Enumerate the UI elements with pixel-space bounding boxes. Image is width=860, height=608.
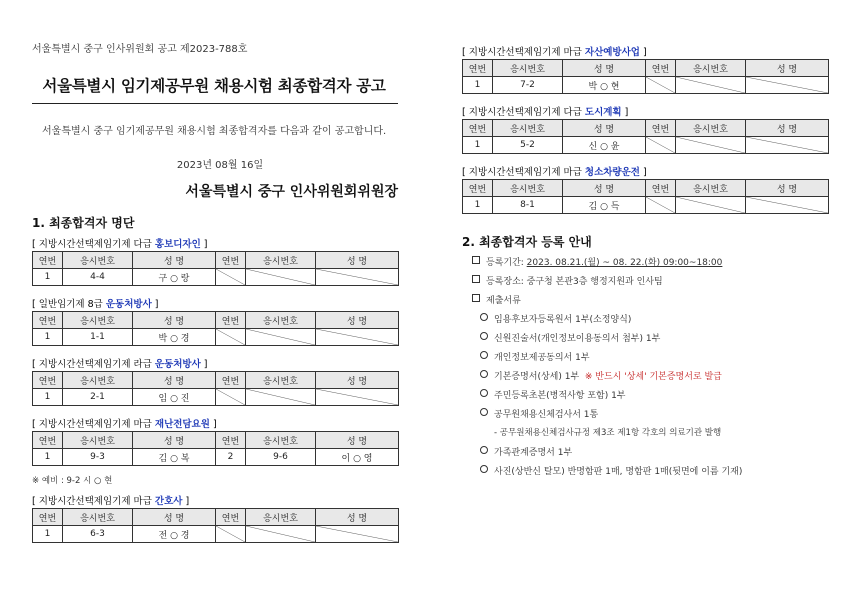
circle-bullet-icon	[480, 446, 488, 454]
cell-col-number: 1	[463, 77, 493, 94]
table-title	[462, 164, 647, 178]
table-title	[32, 416, 217, 430]
header-col-name: 성 명	[746, 120, 829, 137]
table-title	[462, 44, 647, 58]
header-col-exam-number: 응시번호	[63, 312, 133, 329]
table-title-highlight: 간호사	[154, 496, 183, 507]
header-col-name: 성 명	[133, 252, 216, 269]
table-header-row	[33, 372, 399, 389]
empty-cell-slash	[646, 137, 676, 154]
notice-number: 서울특별시 중구 인사위원회 공고 제2023-788호	[32, 44, 248, 55]
basic-cert-note: ※ 반드시 '상세' 기본증명서로 발급	[584, 372, 722, 382]
header-col-number: 연번	[33, 312, 63, 329]
header-col-number: 연번	[33, 432, 63, 449]
table-title-highlight: 운동처방사	[105, 299, 152, 310]
header-col-name: 성 명	[746, 60, 829, 77]
result-table	[32, 371, 399, 406]
header-col-name: 성 명	[316, 252, 399, 269]
table-title-highlight: 운동처방사	[154, 359, 201, 370]
cell-col-exam-number: 6-3	[63, 526, 133, 543]
table-title-highlight: 홍보디자인	[154, 239, 201, 250]
table-title-suffix: ]	[200, 239, 208, 250]
empty-cell-slash	[246, 269, 316, 286]
cell-col-exam-number: 9-6	[246, 449, 316, 466]
header-col-number: 연번	[216, 509, 246, 526]
section1-heading: 1. 최종합격자 명단	[32, 216, 135, 230]
table-header-row	[33, 252, 399, 269]
cell-col-number: 1	[463, 197, 493, 214]
table-header-row	[463, 60, 829, 77]
circle-bullet-icon	[480, 351, 488, 359]
empty-cell-slash	[216, 389, 246, 406]
docs-label: 제출서류	[486, 296, 521, 306]
table-header-row	[33, 432, 399, 449]
header-col-number: 연번	[33, 372, 63, 389]
header-col-number: 연번	[646, 120, 676, 137]
empty-cell-slash	[676, 197, 746, 214]
table-title-prefix: [ 지방시간선택제임기제 라급	[32, 359, 155, 370]
header-col-exam-number: 응시번호	[246, 509, 316, 526]
table-title-highlight: 자산예방사업	[584, 47, 640, 58]
empty-cell-slash	[646, 77, 676, 94]
table-row	[33, 329, 399, 346]
table-header-row	[33, 509, 399, 526]
header-col-exam-number: 응시번호	[493, 120, 563, 137]
table-title-prefix: [ 지방시간선택제임기제 다급	[462, 107, 585, 118]
cell-col-number: 1	[33, 389, 63, 406]
cell-col-name: 김 ○ 복	[133, 449, 216, 466]
header-col-exam-number: 응시번호	[493, 180, 563, 197]
header-col-number: 연번	[216, 432, 246, 449]
doc-item	[480, 388, 626, 401]
header-col-number: 연번	[216, 312, 246, 329]
header-col-exam-number: 응시번호	[676, 180, 746, 197]
cell-col-name: 박 ○ 현	[563, 77, 646, 94]
table-title-suffix: ]	[621, 107, 629, 118]
empty-cell-slash	[216, 526, 246, 543]
header-col-name: 성 명	[133, 312, 216, 329]
medical-note: - 공무원채용신체검사규정 제3조 제1항 각호의 의료기관 발행	[494, 428, 722, 438]
header-col-exam-number: 응시번호	[246, 252, 316, 269]
place-text: 등록장소: 중구청 본관3층 행정지원과 인사팀	[486, 277, 663, 287]
table-title-suffix: ]	[200, 359, 208, 370]
cell-col-number: 2	[216, 449, 246, 466]
header-col-exam-number: 응시번호	[676, 120, 746, 137]
square-bullet-icon	[472, 256, 480, 264]
signer: 서울특별시 중구 인사위원회위원장	[185, 184, 398, 200]
table-title-suffix: ]	[639, 47, 647, 58]
result-table	[32, 508, 399, 543]
cell-col-name: 임 ○ 진	[133, 389, 216, 406]
cell-col-exam-number: 8-1	[493, 197, 563, 214]
cell-col-name: 신 ○ 윤	[563, 137, 646, 154]
result-table	[462, 119, 829, 154]
doc-item-text: 공무원채용신체검사서 1통	[494, 410, 599, 420]
square-bullet-icon	[472, 294, 480, 302]
header-col-name: 성 명	[563, 180, 646, 197]
header-col-number: 연번	[463, 180, 493, 197]
header-col-name: 성 명	[746, 180, 829, 197]
table-title-highlight: 재난전담요원	[154, 419, 210, 430]
table-header-row	[463, 180, 829, 197]
empty-cell-slash	[216, 329, 246, 346]
header-col-exam-number: 응시번호	[493, 60, 563, 77]
header-col-number: 연번	[463, 120, 493, 137]
table-row	[463, 137, 829, 154]
result-table	[32, 251, 399, 286]
circle-bullet-icon	[480, 332, 488, 340]
cell-col-exam-number: 4-4	[63, 269, 133, 286]
cell-col-exam-number: 7-2	[493, 77, 563, 94]
empty-cell-slash	[646, 197, 676, 214]
header-col-name: 성 명	[563, 120, 646, 137]
cell-col-number: 1	[33, 329, 63, 346]
cell-col-name: 구 ○ 랑	[133, 269, 216, 286]
table-title-suffix: ]	[151, 299, 159, 310]
cell-col-exam-number: 1-1	[63, 329, 133, 346]
header-col-exam-number: 응시번호	[246, 432, 316, 449]
cell-col-name: 박 ○ 경	[133, 329, 216, 346]
header-col-name: 성 명	[316, 509, 399, 526]
header-col-name: 성 명	[133, 432, 216, 449]
result-table	[32, 431, 399, 466]
document-title: 서울특별시 임기제공무원 채용시험 최종합격자 공고	[42, 77, 386, 95]
table-header-row	[33, 312, 399, 329]
header-col-exam-number: 응시번호	[63, 509, 133, 526]
doc-item	[480, 350, 590, 363]
empty-cell-slash	[676, 77, 746, 94]
table-title-suffix: ]	[182, 496, 190, 507]
table-title-prefix: [ 지방시간선택제임기제 마급	[32, 496, 155, 507]
table-title-highlight: 청소차량운전	[584, 167, 640, 178]
cell-col-exam-number: 5-2	[493, 137, 563, 154]
doc-item	[480, 407, 598, 420]
table-title	[462, 104, 628, 118]
header-col-exam-number: 응시번호	[63, 372, 133, 389]
table-title-prefix: [ 일반임기제 8급	[32, 299, 106, 310]
result-table	[462, 179, 829, 214]
circle-bullet-icon	[480, 313, 488, 321]
cell-col-number: 1	[33, 526, 63, 543]
header-col-exam-number: 응시번호	[676, 60, 746, 77]
empty-cell-slash	[316, 329, 399, 346]
cell-col-number: 1	[463, 137, 493, 154]
header-col-name: 성 명	[316, 372, 399, 389]
table-title-prefix: [ 지방시간선택제임기제 마급	[462, 47, 585, 58]
circle-bullet-icon	[480, 389, 488, 397]
table-title-prefix: [ 지방시간선택제임기제 다급	[32, 239, 155, 250]
table-title	[32, 356, 208, 370]
required-docs-heading	[472, 293, 521, 306]
empty-cell-slash	[316, 269, 399, 286]
cell-col-exam-number: 2-1	[63, 389, 133, 406]
table-title	[32, 296, 159, 310]
table-row	[33, 269, 399, 286]
cell-col-name: 전 ○ 경	[133, 526, 216, 543]
reserve-note: ※ 예비 : 9-2 시 ○ 현	[32, 476, 113, 486]
table-row	[33, 389, 399, 406]
header-col-number: 연번	[646, 180, 676, 197]
header-col-name: 성 명	[133, 509, 216, 526]
table-title-highlight: 도시계획	[584, 107, 622, 118]
header-col-name: 성 명	[563, 60, 646, 77]
table-title-suffix: ]	[209, 419, 217, 430]
title-divider	[32, 103, 398, 104]
square-bullet-icon	[472, 275, 480, 283]
header-col-exam-number: 응시번호	[246, 372, 316, 389]
registration-period	[472, 255, 722, 268]
empty-cell-slash	[746, 77, 829, 94]
header-col-name: 성 명	[316, 432, 399, 449]
circle-bullet-icon	[480, 370, 488, 378]
table-title-prefix: [ 지방시간선택제임기제 마급	[32, 419, 155, 430]
table-title	[32, 236, 208, 250]
cell-col-number: 1	[33, 269, 63, 286]
header-col-name: 성 명	[133, 372, 216, 389]
table-row	[463, 197, 829, 214]
doc-item	[480, 331, 660, 344]
doc-item-text: 사진(상반신 탈모) 반명함판 1매, 명함판 1매(뒷면에 이름 기재)	[494, 467, 743, 477]
doc-item-text: 신원진술서(개인정보이용동의서 첨부) 1부	[494, 334, 661, 344]
table-header-row	[463, 120, 829, 137]
table-row	[33, 449, 399, 466]
header-col-exam-number: 응시번호	[246, 312, 316, 329]
table-row	[463, 77, 829, 94]
empty-cell-slash	[676, 137, 746, 154]
table-title-suffix: ]	[639, 167, 647, 178]
empty-cell-slash	[746, 137, 829, 154]
empty-cell-slash	[746, 197, 829, 214]
header-col-number: 연번	[463, 60, 493, 77]
empty-cell-slash	[316, 526, 399, 543]
empty-cell-slash	[246, 389, 316, 406]
empty-cell-slash	[216, 269, 246, 286]
empty-cell-slash	[246, 526, 316, 543]
result-table	[32, 311, 399, 346]
header-col-number: 연번	[33, 509, 63, 526]
doc-item-text: 개인정보제공동의서 1부	[494, 353, 590, 363]
header-col-number: 연번	[646, 60, 676, 77]
doc-item-text: 기본증명서(상세) 1부	[494, 372, 580, 382]
doc-item-text: 주민등록초본(병적사항 포함) 1부	[494, 391, 626, 401]
section2-heading: 2. 최종합격자 등록 안내	[462, 235, 592, 249]
period-value: 2023. 08.21.(월) ~ 08. 22.(화) 09:00~18:00	[526, 258, 723, 268]
doc-item	[480, 464, 742, 477]
empty-cell-slash	[316, 389, 399, 406]
header-col-exam-number: 응시번호	[63, 252, 133, 269]
doc-item-text: 가족관계증명서 1부	[494, 448, 573, 458]
registration-place	[472, 274, 663, 287]
cell-col-number: 1	[33, 449, 63, 466]
table-title	[32, 493, 189, 507]
notice-date: 2023년 08월 16일	[176, 160, 264, 171]
doc-item	[480, 312, 631, 325]
empty-cell-slash	[246, 329, 316, 346]
cell-col-exam-number: 9-3	[63, 449, 133, 466]
cell-col-name: 이 ○ 영	[316, 449, 399, 466]
header-col-number: 연번	[216, 372, 246, 389]
header-col-name: 성 명	[316, 312, 399, 329]
result-table	[462, 59, 829, 94]
cell-col-name: 김 ○ 득	[563, 197, 646, 214]
circle-bullet-icon	[480, 408, 488, 416]
circle-bullet-icon	[480, 465, 488, 473]
header-col-number: 연번	[216, 252, 246, 269]
header-col-number: 연번	[33, 252, 63, 269]
table-row	[33, 526, 399, 543]
doc-item	[480, 445, 572, 458]
doc-item-text: 임용후보자등록원서 1부(소정양식)	[494, 315, 632, 325]
table-title-prefix: [ 지방시간선택제임기제 마급	[462, 167, 585, 178]
intro-text: 서울특별시 중구 임기제공무원 채용시험 최종합격자를 다음과 같이 공고합니다.	[42, 126, 387, 137]
period-label: 등록기간:	[486, 258, 527, 268]
doc-item	[480, 369, 722, 382]
header-col-exam-number: 응시번호	[63, 432, 133, 449]
